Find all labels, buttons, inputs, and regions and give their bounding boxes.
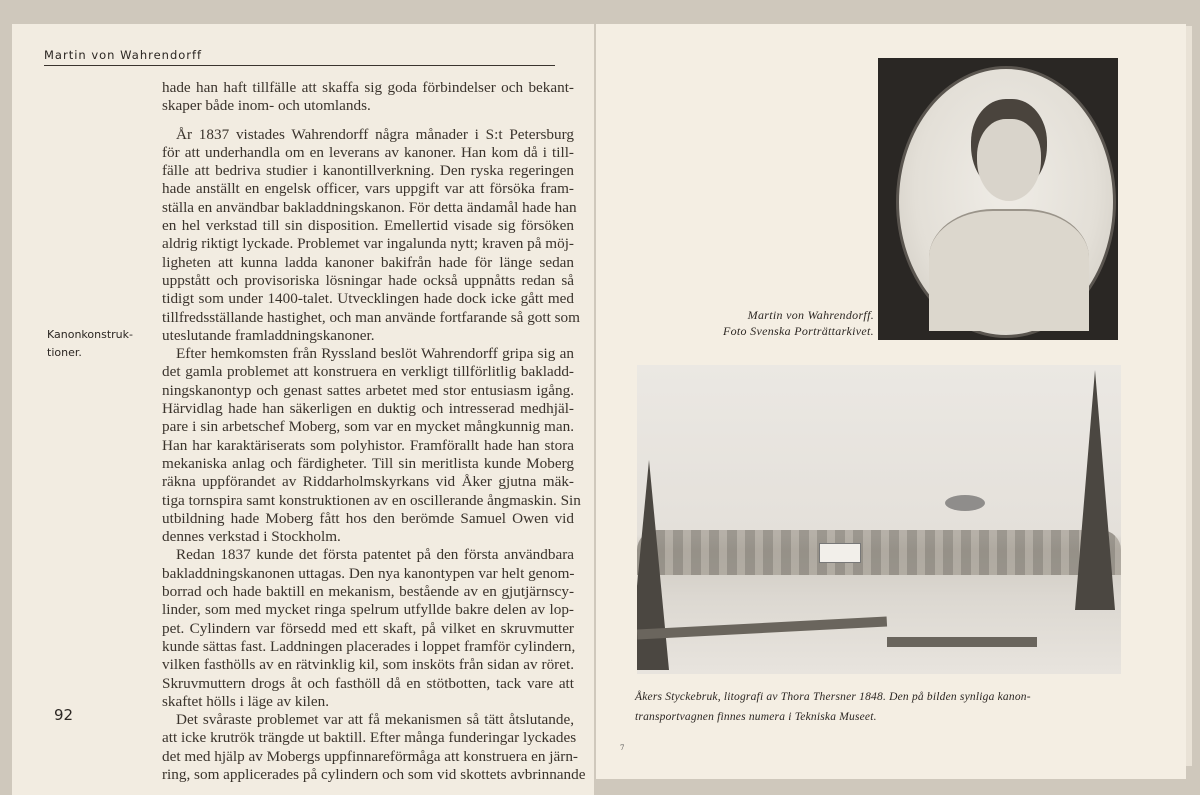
paragraph-gap bbox=[162, 116, 574, 126]
portrait-figure-face bbox=[977, 119, 1041, 201]
treeline bbox=[637, 530, 1121, 575]
text-line: vilken fasthölls av en rätvinklig kil, som insköts från sidan av röret. bbox=[162, 656, 574, 674]
portrait-caption bbox=[723, 307, 874, 339]
text-line: dennes verkstad i Stockholm. bbox=[162, 528, 341, 546]
text-line: uteslutande framladdningskanoner. bbox=[162, 326, 375, 344]
caption-line: Åkers Styckebruk, litografi av Thora Thersner 1848. Den på bilden synliga kanon- bbox=[635, 691, 1031, 703]
running-header: Martin von Wahrendorff bbox=[44, 48, 203, 62]
text-line: det gamla problemet att konstruera en verkligt tillförlitlig bakladd- bbox=[162, 363, 574, 381]
tree-right bbox=[1075, 370, 1115, 610]
text-line: Härvidlag hade han säkerligen en duktig och intresserad medhjäl- bbox=[162, 400, 574, 418]
text-line: ligheten att kunna ladda kanoner bakifrån hade för länge sedan bbox=[162, 253, 574, 271]
smoke bbox=[945, 495, 985, 511]
text-line: att icke krutrök trängde ut baktill. Efter många funderingar lyckades bbox=[162, 729, 577, 747]
caption-line: Foto Svenska Porträttarkivet. bbox=[722, 324, 874, 338]
lithograph-caption bbox=[635, 687, 1031, 727]
text-line: för att underhandla om en leverans av kanoner. Han kom då i till- bbox=[162, 143, 574, 161]
text-line: Skruvmuttern drogs åt och fasthöll då en stötbotten, tack vare att bbox=[162, 674, 574, 692]
text-line: tidigt som under 1400-talet. Utvecklingen hade dock icke gått med bbox=[162, 290, 574, 308]
text-line: skaper både inom- och utomlands. bbox=[162, 97, 371, 115]
text-line: pare i sin arbetschef Moberg, som var en mycket mångkunnig man. bbox=[162, 418, 574, 436]
text-line: Han har karaktäriserats som polyhistor. Framförallt hade han stora bbox=[162, 436, 574, 454]
text-line: skaftet hölls i läge av kilen. bbox=[162, 692, 330, 710]
text-line: räkna uppförandet av Riddarholmskyrkans vid Åker gjutna mäk- bbox=[162, 473, 574, 491]
text-line: mekaniska anlag och färdigheter. Till sin meritlista kunde Moberg bbox=[162, 454, 574, 472]
page-edge bbox=[1186, 26, 1192, 766]
caption-line: transportvagnen finnes numera i Tekniska Museet. bbox=[635, 711, 877, 723]
text-line: ställa en användbar bakladdningskanon. För detta ändamål hade han bbox=[162, 198, 577, 216]
text-line: hade han haft tillfälle att skaffa sig goda förbindelser och bekant- bbox=[162, 79, 574, 96]
corner-mark: 7 bbox=[620, 744, 625, 752]
text-line: tiga tornspira samt konstruktionen av en oscillerande ångmaskin. Sin bbox=[162, 491, 581, 509]
body-text bbox=[162, 79, 586, 784]
text-line: det med hjälp av Mobergs uppfinnareförmåga att konstruera en järn- bbox=[162, 747, 578, 765]
text-line: fälle att bedriva studier i kanontillverkning. Den ryska regeringen bbox=[162, 162, 574, 180]
margin-note-line: Kanonkonstruk- bbox=[47, 328, 133, 341]
portrait-oval-frame bbox=[896, 66, 1116, 338]
text-line: ring, som applicerades på cylindern och som vid skottets avbrinnande bbox=[162, 765, 586, 783]
text-line: en hel verkstad till sin disposition. Emellertid visade sig försöken bbox=[162, 217, 574, 235]
margin-note-line: tioner. bbox=[47, 346, 82, 359]
text-line: utbildning hade Moberg fått hos den berömde Samuel Owen vid bbox=[162, 509, 574, 527]
building bbox=[819, 543, 861, 563]
text-line: ningskanontyp och genast sattes arbetet med stor entusiasm igång. bbox=[162, 381, 574, 399]
text-line: aldrig riktigt lyckade. Problemet var ingalunda nytt; kraven på möj- bbox=[162, 235, 574, 253]
portrait-image bbox=[878, 58, 1118, 340]
text-line: Efter hemkomsten från Ryssland beslöt Wahrendorff gripa sig an bbox=[176, 345, 574, 363]
text-line: pet. Cylindern var försedd med ett skaft, på vilket en skruvmutter bbox=[162, 619, 574, 637]
margin-note bbox=[47, 326, 133, 362]
portrait-figure-coat bbox=[929, 209, 1089, 331]
header-rule bbox=[44, 65, 555, 66]
left-page bbox=[12, 24, 594, 795]
text-line: linder, som med mycket ringa spelrum utfyllde bakre delen av lop- bbox=[162, 601, 574, 619]
text-line: bakladdningskanonen uttagas. Den nya kanontypen var helt genom- bbox=[162, 564, 575, 582]
caption-line: Martin von Wahrendorff. bbox=[747, 308, 874, 322]
text-line: Det svåraste problemet var att få mekanismen så tätt åtslutande, bbox=[176, 711, 574, 729]
text-line: uppstått och provisoriska lösningar hade också uppnåtts redan så bbox=[162, 271, 574, 289]
text-line: kunde sättas fast. Laddningen placerades i loppet framför cylindern, bbox=[162, 637, 576, 655]
text-line: tillfredsställande hastighet, och man använde fortfarande så gott som bbox=[162, 308, 580, 326]
lithograph-image bbox=[637, 365, 1121, 674]
text-line: Redan 1837 kunde det första patentet på den första användbara bbox=[176, 546, 574, 564]
text-line: År 1837 vistades Wahrendorff några månader i S:t Petersburg bbox=[176, 125, 574, 143]
text-line: hade anställt en engelsk officer, vars uppgift var att försöka fram- bbox=[162, 180, 574, 198]
right-page bbox=[596, 24, 1186, 779]
page-number: 92 bbox=[54, 706, 74, 724]
text-line: borrad och hade baktill en mekanism, bestående av en gjutjärnscy- bbox=[162, 583, 574, 601]
stone-wall bbox=[637, 616, 887, 639]
stone-wall bbox=[887, 637, 1037, 647]
